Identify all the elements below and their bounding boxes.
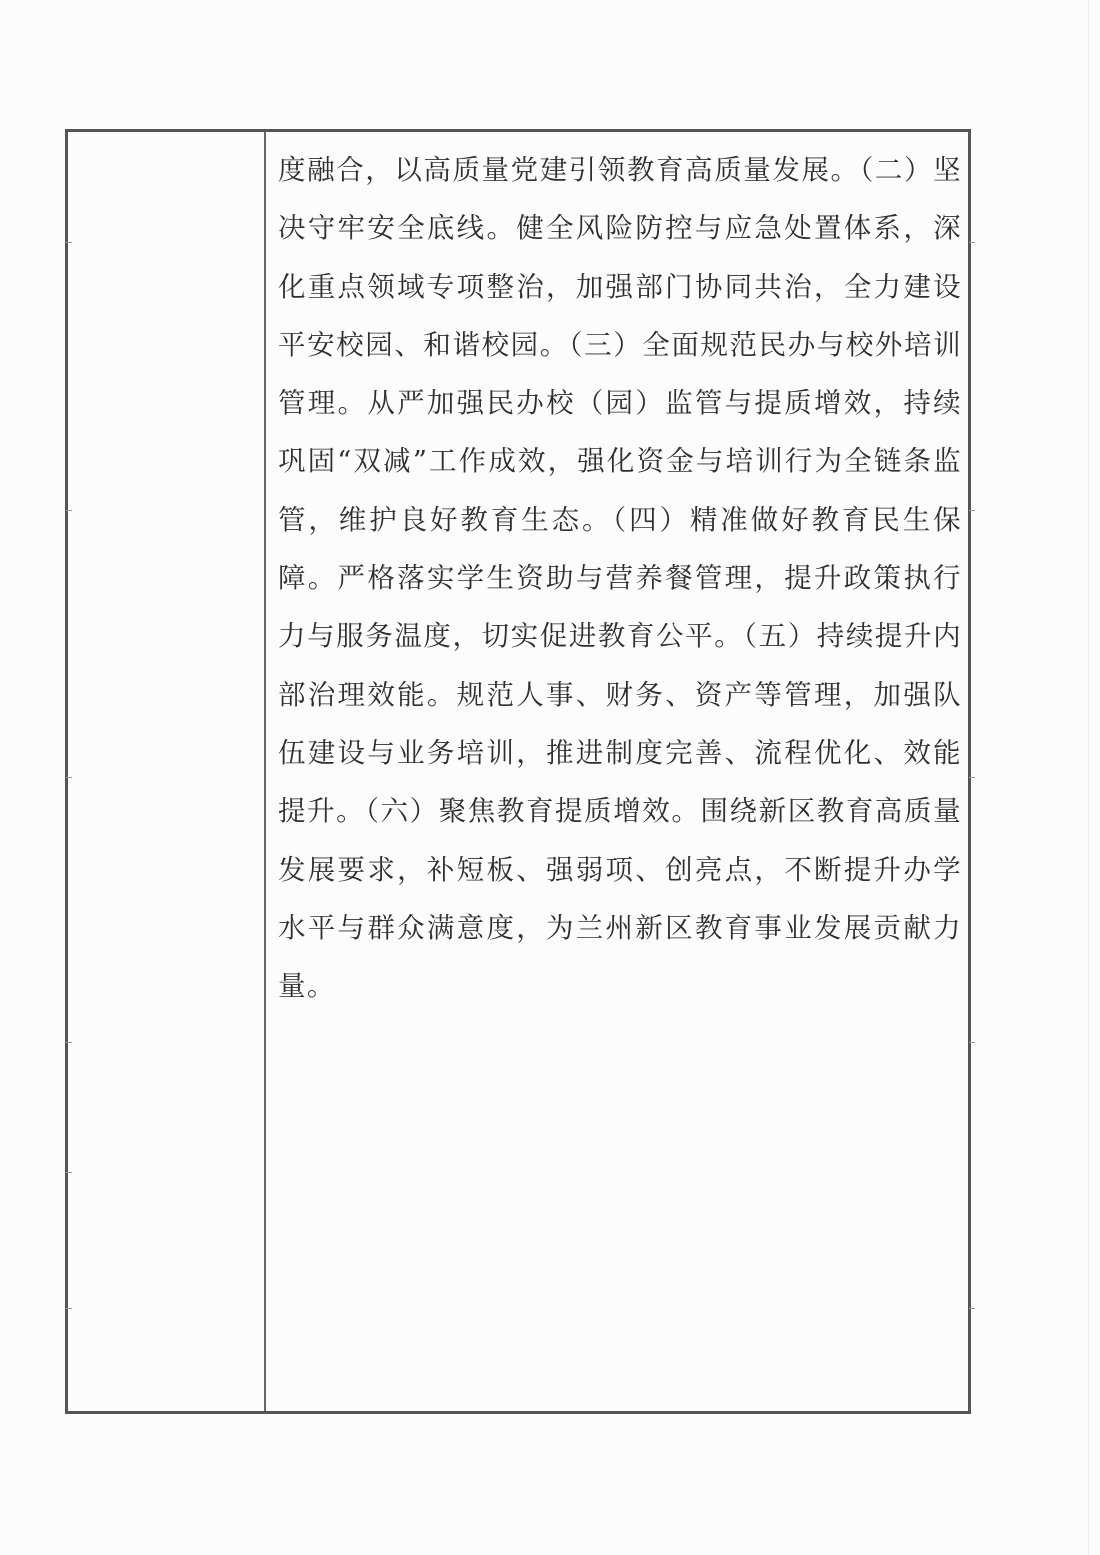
form-table <box>65 129 971 1414</box>
margin-tick <box>969 777 975 778</box>
margin-tick <box>969 242 975 243</box>
scan-edge-line <box>1088 0 1089 1555</box>
margin-tick <box>969 1042 975 1043</box>
margin-tick <box>66 1308 72 1309</box>
margin-tick <box>66 1042 72 1043</box>
margin-tick <box>66 1172 72 1173</box>
margin-tick <box>66 242 72 243</box>
margin-tick <box>969 510 975 511</box>
label-cell <box>68 132 264 1411</box>
body-paragraph: 度融合，以高质量党建引领教育高质量发展。（二）坚决守牢安全底线。健全风险防控与应急处置体系，深化重点领域专项整治，加强部门协同共治，全力建设平安校园、和谐校园。（三）全面规范民办与校外培训管理。从严加强民办校（园）监管与提质增效，持续巩固“双减”工作成效，强化资金与培训行为全链条监管，维护良好教育生态。（四）精准做好教育民生保障。严格落实学生资助与营养餐管理，提升政策执行力与服务温度，切实促进教育公平。（五）持续提升内部治理效能。规范人事、财务、资产等管理，加强队伍建设与业务培训，推进制度完善、流程优化、效能提升。（六）聚焦教育提质增效。围绕新区教育高质量发展要求，补短板、强弱项、创亮点，不断提升办学水平与群众满意度，为兰州新区教育事业发展贡献力量。 <box>278 154 962 1003</box>
margin-tick <box>66 510 72 511</box>
margin-tick <box>969 1308 975 1309</box>
content-cell <box>266 132 968 1411</box>
margin-tick <box>66 777 72 778</box>
